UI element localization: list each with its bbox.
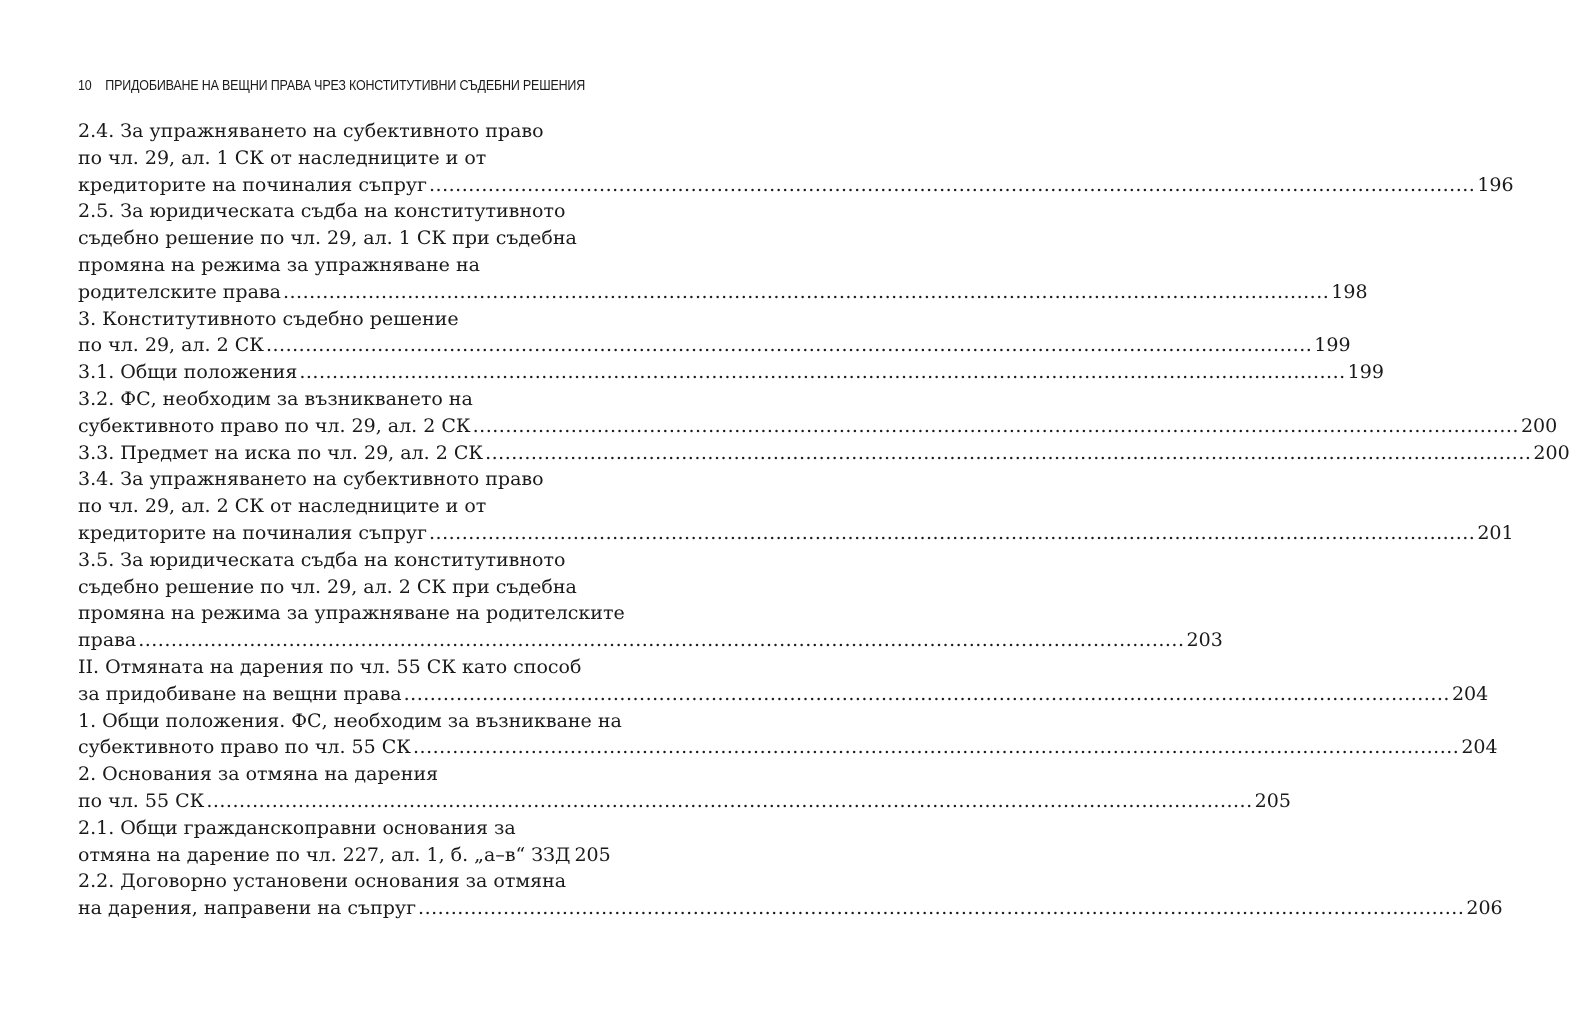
toc-entry-text: 2.5. За юридическата съдба на конститутивното (78, 200, 566, 223)
toc-entry-text: субективното право по чл. 29, ал. 2 СК (78, 414, 471, 437)
toc-entry-text: по чл. 29, ал. 2 СК от наследниците и от (78, 495, 487, 518)
running-title: ПРИДОБИВАНЕ НА ВЕЩНИ ПРАВА ЧРЕЗ КОНСТИТУТИВНИ СЪДЕБНИ РЕШЕНИЯ (105, 78, 586, 94)
toc-entry-text: кредиторите на починалия съпруг (78, 173, 428, 196)
toc-entry-text: 2.4. За упражняването на субективното право (78, 120, 544, 142)
toc-entry-last-line (78, 359, 1384, 386)
toc-entry-text: II. Отмяната на дарения по чл. 55 СК като способ (78, 655, 582, 678)
toc-entry (78, 547, 1223, 654)
dot-leader (283, 279, 1329, 306)
dot-leader (485, 440, 1531, 467)
running-header (78, 78, 586, 94)
toc-entry-text: на дарения, направени на съпруг (78, 897, 417, 920)
toc-entry (78, 386, 1558, 440)
toc-page-number: 198 (1331, 280, 1368, 303)
toc-entry (78, 466, 1514, 546)
toc-entry-line (78, 386, 605, 413)
toc-entry-text: по чл. 29, ал. 2 СК (78, 334, 264, 357)
toc-entry-line (78, 547, 605, 574)
table-of-contents (78, 118, 1570, 922)
toc-entry-text: по чл. 29, ал. 1 СК от наследниците и от (78, 146, 487, 169)
toc-entry-last-line (78, 681, 1489, 708)
page-number: 10 (78, 78, 92, 94)
toc-page-number: 200 (1533, 441, 1570, 464)
dot-leader (206, 788, 1252, 815)
toc-entry (78, 440, 1570, 467)
toc-entry-line (78, 868, 605, 895)
dot-leader (429, 172, 1475, 199)
dot-leader (429, 520, 1475, 547)
toc-entry-line (78, 815, 605, 842)
toc-entry-line (78, 493, 605, 520)
toc-entry-text: кредиторите на починалия съпруг (78, 521, 428, 544)
toc-entry-text: 2.2. Договорно установени основания за отмяна (78, 870, 567, 893)
toc-entry-text: съдебно решение по чл. 29, ал. 1 СК при съдебна (78, 227, 577, 250)
toc-entry (78, 708, 1498, 762)
toc-entry-line (78, 198, 605, 225)
toc-entry-last-line (78, 734, 1498, 761)
toc-entry-text: 3. Конститутивното съдебно решение (78, 307, 459, 330)
toc-entry-line (78, 600, 625, 627)
toc-entry-last-line (78, 627, 1223, 654)
toc-entry-text: 2.1. Общи гражданскоправни основания за (78, 816, 516, 839)
dot-leader (413, 734, 1459, 761)
toc-entry-text: промяна на режима за упражняване на родителските (78, 602, 625, 625)
toc-entry-text: съдебно решение по чл. 29, ал. 2 СК при съдебна (78, 575, 577, 598)
toc-page-number: 199 (1314, 334, 1351, 357)
toc-entry-line (78, 118, 605, 145)
toc-entry-last-line (78, 788, 1291, 815)
dot-leader (404, 681, 1450, 708)
toc-entry-text: по чл. 55 СК (78, 789, 205, 812)
toc-page-number: 204 (1451, 682, 1489, 705)
toc-entry-line (78, 466, 605, 493)
toc-entry-line (78, 654, 605, 681)
toc-entry-text: промяна на режима за упражняване на (78, 253, 480, 276)
toc-entry (78, 868, 1503, 922)
toc-entry (78, 654, 1489, 708)
toc-entry-text: 3.4. За упражняването на субективното право (78, 468, 544, 491)
toc-entry-text: субективното право по чл. 55 СК (78, 736, 411, 759)
toc-entry-text: права (78, 629, 137, 652)
toc-entry-text: 3.1. Общи положения (78, 361, 298, 384)
toc-page-number: 196 (1477, 173, 1514, 196)
toc-entry (78, 815, 611, 869)
toc-entry-line (78, 145, 605, 172)
toc-entry-last-line (78, 413, 1558, 440)
toc-entry-last-line (78, 440, 1570, 467)
toc-entry-last-line (78, 842, 611, 869)
toc-entry-text: 3.2. ФС, необходим за възникването на (78, 387, 473, 410)
dot-leader (473, 413, 1519, 440)
toc-entry-last-line (78, 895, 1503, 922)
toc-entry-line (78, 225, 605, 252)
toc-entry-last-line (78, 520, 1514, 547)
toc-entry (78, 359, 1384, 386)
dot-leader (418, 895, 1464, 922)
toc-entry-text: родителските права (78, 280, 281, 303)
toc-page-number: 199 (1347, 361, 1384, 384)
toc-entry-last-line (78, 332, 1351, 359)
dot-leader (266, 332, 1312, 359)
toc-entry-line (78, 306, 605, 333)
toc-entry-line (78, 708, 622, 735)
toc-entry-text: за придобиване на вещни права (78, 682, 402, 705)
toc-entry (78, 761, 1291, 815)
toc-entry-text: 3.3. Предмет на иска по чл. 29, ал. 2 СК (78, 441, 484, 464)
toc-entry-line (78, 574, 605, 601)
toc-entry (78, 198, 1368, 305)
toc-page-number: 205 (1254, 789, 1291, 812)
toc-page-number: 201 (1477, 521, 1514, 544)
toc-entry (78, 118, 1514, 198)
toc-entry-line (78, 761, 605, 788)
dot-leader (138, 627, 1184, 654)
toc-page-number: 203 (1186, 629, 1223, 652)
toc-entry-last-line (78, 279, 1368, 306)
toc-entry-line (78, 252, 605, 279)
toc-page-number: 204 (1461, 736, 1498, 759)
toc-entry-text: 2. Основания за отмяна на дарения (78, 763, 439, 786)
toc-entry-text: 1. Общи положения. ФС, необходим за възникване на (78, 709, 622, 732)
dot-leader (299, 359, 1345, 386)
toc-page-number: 206 (1466, 897, 1503, 920)
toc-entry-text: отмяна на дарение по чл. 227, ал. 1, б. „а–в“ ЗЗД (78, 843, 571, 866)
toc-entry-last-line (78, 172, 1514, 199)
toc-page-number: 205 (574, 843, 611, 866)
toc-entry-text: 3.5. За юридическата съдба на конститутивното (78, 548, 566, 571)
toc-entry (78, 306, 1351, 360)
toc-page-number: 200 (1520, 414, 1558, 437)
